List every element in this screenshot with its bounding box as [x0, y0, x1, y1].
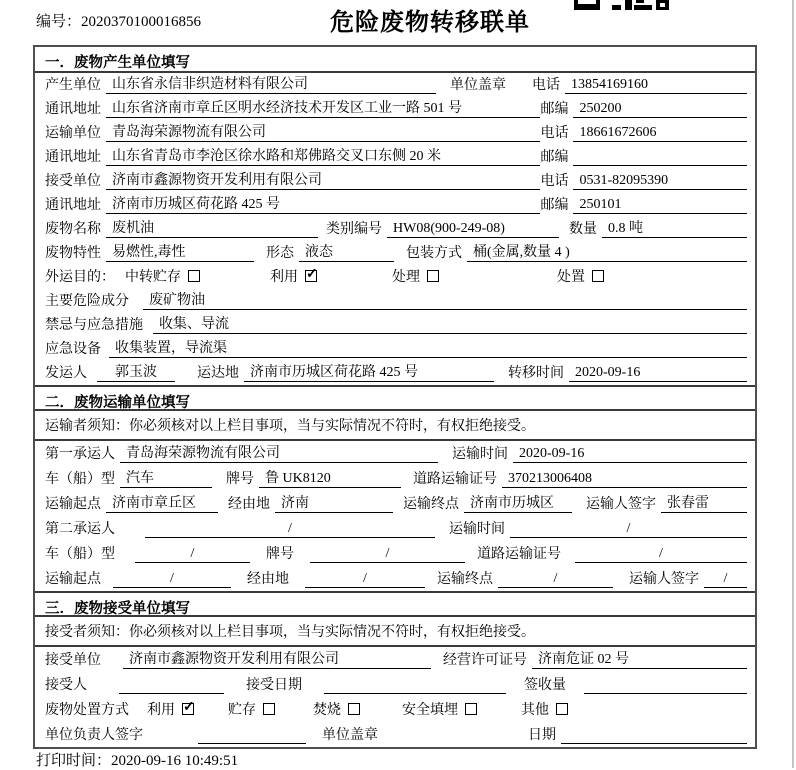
- plate-2-label: 牌号: [266, 547, 294, 562]
- packing-label: 包装方式: [406, 246, 462, 261]
- plate-1-value: 鲁 UK8120: [259, 467, 401, 488]
- transport-time-1-label: 运输时间: [452, 447, 508, 462]
- transport-unit-row: [35, 121, 755, 145]
- purpose-option-treat: [392, 266, 439, 286]
- doc-number-label: 编号：: [36, 14, 82, 30]
- purpose-option-utilize: [270, 266, 317, 286]
- transport-time-2-value: /: [510, 521, 747, 538]
- producer-unit-label: 产生单位: [45, 78, 101, 93]
- route-via-2-value: /: [305, 571, 425, 588]
- waste-name-label: 废物名称: [45, 222, 101, 237]
- producer-unit-row: [35, 73, 755, 97]
- waste-qty-value: 0.8 吨: [602, 217, 747, 238]
- disposal-incinerate-checkbox-icon: [348, 703, 360, 715]
- purpose-option-transfer-storage: [125, 266, 200, 286]
- receive-address-row: [35, 193, 755, 217]
- producer-phone-value: 13854169160: [565, 77, 747, 94]
- disposal-option-store: [228, 699, 275, 719]
- receive-unit-label: 接受单位: [45, 174, 101, 189]
- carrier-sign-1-value: 张春雷: [661, 492, 747, 513]
- first-carrier-value: 青岛海荣源物流有限公司: [120, 442, 438, 463]
- accept-date-value: [324, 677, 506, 694]
- disposal-landfill-label: 安全填埋: [402, 703, 458, 718]
- transport-unit-value: 青岛海荣源物流有限公司: [106, 121, 540, 142]
- manifest-form: [33, 45, 757, 749]
- unit-seal-2-label: 单位盖章: [322, 728, 378, 743]
- unit-seal-label: 单位盖章: [450, 78, 506, 93]
- print-time-label: 打印时间：: [36, 753, 112, 769]
- route-2-row: [35, 566, 755, 591]
- route-via-1-label: 经由地: [228, 497, 270, 512]
- emergency-equipment-value: 收集装置，导流渠: [109, 337, 747, 358]
- receive-zip-label: 邮编: [540, 198, 569, 213]
- transport-address-value: 山东省青岛市李沧区徐水路和郑佛路交叉口东侧 20 米: [106, 145, 540, 166]
- hazard-component-row: [35, 289, 755, 313]
- taboo-measures-row: [35, 313, 755, 337]
- transport-phone-value: 18661672606: [573, 125, 747, 142]
- transport-unit-label: 运输单位: [45, 126, 101, 141]
- section-1-header: 一．废物产生单位填写: [35, 47, 755, 73]
- plate-2-value: /: [310, 546, 465, 563]
- qr-code-fragment: [574, 0, 670, 10]
- disposal-option-incinerate: [313, 699, 360, 719]
- purpose-dispose-label: 处置: [557, 270, 585, 285]
- second-carrier-value: /: [145, 521, 435, 538]
- disposal-option-utilize: [147, 699, 194, 719]
- destination-value: 济南市历城区荷花路 425 号: [244, 361, 494, 382]
- shipper-value: 郭玉波: [97, 361, 175, 382]
- transfer-time-value: 2020-09-16: [569, 365, 747, 382]
- route-end-1-label: 运输终点: [403, 497, 459, 512]
- acceptor-label: 接受人: [45, 678, 87, 693]
- purpose-transfer-storage-label: 中转贮存: [125, 270, 181, 285]
- shipper-label: 发运人: [45, 366, 87, 381]
- taboo-measures-value: 收集、导流: [153, 313, 747, 334]
- purpose-utilize-label: 利用: [270, 270, 298, 285]
- transfer-purpose-row: [35, 265, 755, 289]
- second-carrier-label: 第二承运人: [45, 522, 115, 537]
- doc-number: [36, 10, 201, 31]
- disposal-other-label: 其他: [521, 703, 549, 718]
- disposal-option-landfill: [402, 699, 477, 719]
- route-start-2-label: 运输起点: [45, 572, 101, 587]
- carrier-sign-2-label: 运输人签字: [629, 572, 699, 587]
- carrier-sign-1-label: 运输人签字: [586, 497, 656, 512]
- taboo-measures-label: 禁忌与应急措施: [45, 318, 143, 333]
- receive-address-value: 济南市历城区荷花路 425 号: [106, 193, 540, 214]
- receive-unit-value: 济南市鑫源物资开发利用有限公司: [106, 169, 540, 190]
- waste-form-label: 形态: [266, 246, 294, 261]
- disposal-option-other: [521, 699, 568, 719]
- first-carrier-label: 第一承运人: [45, 447, 115, 462]
- transport-zip-value: [573, 149, 747, 166]
- purpose-utilize-checkbox-icon: [305, 270, 317, 282]
- acceptor-value: [119, 677, 224, 694]
- disposal-landfill-checkbox-icon: [465, 703, 477, 715]
- disposal-method-label: 废物处置方式: [45, 703, 129, 718]
- purpose-option-dispose: [557, 266, 604, 286]
- producer-unit-value: 山东省永信非织造材料有限公司: [106, 73, 436, 94]
- transport-phone-label: 电话: [540, 126, 569, 141]
- responsible-sign-label: 单位负责人签字: [45, 728, 143, 743]
- accept-unit-row: [35, 647, 755, 672]
- purpose-treat-checkbox-icon: [427, 270, 439, 282]
- accept-unit-value: 济南市鑫源物资开发利用有限公司: [123, 648, 431, 669]
- section-2-header: 二．废物运输单位填写: [35, 385, 755, 411]
- section-3-header: 三．废物接受单位填写: [35, 591, 755, 617]
- disposal-incinerate-label: 焚烧: [313, 703, 341, 718]
- transport-zip-label: 邮编: [540, 150, 569, 165]
- vehicle-2-row: [35, 541, 755, 566]
- packing-value: 桶(金属,数量 4 ): [467, 241, 747, 262]
- producer-address-label: 通讯地址: [45, 102, 101, 117]
- accept-date-label: 接受日期: [246, 678, 302, 693]
- purpose-transfer-storage-checkbox-icon: [188, 270, 200, 282]
- waste-category-label: 类别编号: [326, 222, 382, 237]
- road-license-1-label: 道路运输证号: [413, 472, 497, 487]
- doc-number-value: 2020370100016856: [81, 14, 202, 30]
- transport-address-row: [35, 145, 755, 169]
- emergency-equipment-row: [35, 337, 755, 361]
- first-carrier-row: [35, 441, 755, 466]
- receive-phone-label: 电话: [540, 174, 569, 189]
- producer-zip-value: 250200: [573, 101, 747, 118]
- disposal-utilize-checkbox-icon: [182, 703, 194, 715]
- vehicle-type-2-label: 车（船）型: [45, 547, 115, 562]
- second-carrier-row: [35, 516, 755, 541]
- print-time-value: 2020-09-16 10:49:51: [111, 753, 239, 769]
- route-1-row: [35, 491, 755, 516]
- transfer-time-label: 转移时间: [508, 366, 564, 381]
- producer-address-row: [35, 97, 755, 121]
- vehicle-type-1-label: 车（船）型: [45, 472, 115, 487]
- disposal-store-label: 贮存: [228, 703, 256, 718]
- producer-address-value: 山东省济南市章丘区明水经济技术开发区工业一路 501 号: [106, 97, 540, 118]
- waste-form-value: 液态: [299, 241, 394, 262]
- acceptor-row: [35, 672, 755, 697]
- receive-phone-value: 0531-82095390: [573, 173, 747, 190]
- destination-label: 运达地: [197, 366, 239, 381]
- waste-character-value: 易燃性,毒性: [106, 241, 254, 262]
- operating-license-label: 经营许可证号: [443, 653, 527, 668]
- producer-phone-label: 电话: [532, 78, 560, 93]
- operating-license-value: 济南危证 02 号: [532, 648, 747, 669]
- receive-unit-row: [35, 169, 755, 193]
- signed-qty-label: 签收量: [524, 678, 566, 693]
- route-via-1-value: 济南: [275, 492, 393, 513]
- waste-name-row: [35, 217, 755, 241]
- receiver-notice: 接受者须知：你必须核对以上栏目事项，当与实际情况不符时，有权拒绝接受。: [35, 617, 755, 647]
- sign-date-value: [561, 727, 747, 744]
- disposal-other-checkbox-icon: [556, 703, 568, 715]
- route-end-1-value: 济南市历城区: [464, 492, 572, 513]
- disposal-store-checkbox-icon: [263, 703, 275, 715]
- waste-category-value: HW08(900-249-08): [387, 221, 559, 238]
- waste-character-row: [35, 241, 755, 265]
- road-license-2-label: 道路运输证号: [477, 547, 561, 562]
- emergency-equipment-label: 应急设备: [45, 342, 101, 357]
- page-title: 危险废物转移联单: [330, 10, 530, 36]
- purpose-dispose-checkbox-icon: [592, 270, 604, 282]
- print-time: [36, 749, 238, 770]
- signed-qty-value: [584, 677, 747, 694]
- responsible-sign-row: [35, 722, 755, 747]
- route-via-2-label: 经由地: [247, 572, 289, 587]
- road-license-1-value: 370213006408: [502, 471, 747, 488]
- plate-1-label: 牌号: [226, 472, 254, 487]
- accept-unit-label: 接受单位: [45, 653, 101, 668]
- shipper-row: [35, 361, 755, 385]
- disposal-utilize-label: 利用: [147, 703, 175, 718]
- waste-qty-label: 数量: [569, 222, 597, 237]
- route-start-1-label: 运输起点: [45, 497, 101, 512]
- route-start-2-value: /: [113, 571, 231, 588]
- transfer-purpose-label: 外运目的：: [45, 270, 115, 285]
- transport-time-2-label: 运输时间: [449, 522, 505, 537]
- hazard-component-label: 主要危险成分: [45, 294, 129, 309]
- producer-zip-label: 邮编: [540, 102, 569, 117]
- disposal-method-row: [35, 697, 755, 722]
- window-right-edge: [792, 0, 794, 768]
- transport-time-1-value: 2020-09-16: [513, 446, 747, 463]
- vehicle-type-1-value: 汽车: [120, 467, 212, 488]
- receive-zip-value: 250101: [573, 197, 747, 214]
- transporter-notice: 运输者须知：你必须核对以上栏目事项，当与实际情况不符时，有权拒绝接受。: [35, 411, 755, 441]
- waste-character-label: 废物特性: [45, 246, 101, 261]
- road-license-2-value: /: [575, 546, 747, 563]
- vehicle-type-2-value: /: [135, 546, 250, 563]
- responsible-sign-value: [198, 727, 306, 744]
- vehicle-1-row: [35, 466, 755, 491]
- route-end-2-label: 运输终点: [437, 572, 493, 587]
- carrier-sign-2-value: /: [704, 571, 747, 588]
- route-end-2-value: /: [498, 571, 613, 588]
- hazard-component-value: 废矿物油: [143, 289, 747, 310]
- transport-address-label: 通讯地址: [45, 150, 101, 165]
- route-start-1-value: 济南市章丘区: [106, 492, 218, 513]
- sign-date-label: 日期: [528, 728, 556, 743]
- receive-address-label: 通讯地址: [45, 198, 101, 213]
- purpose-treat-label: 处理: [392, 270, 420, 285]
- waste-name-value: 废机油: [106, 217, 318, 238]
